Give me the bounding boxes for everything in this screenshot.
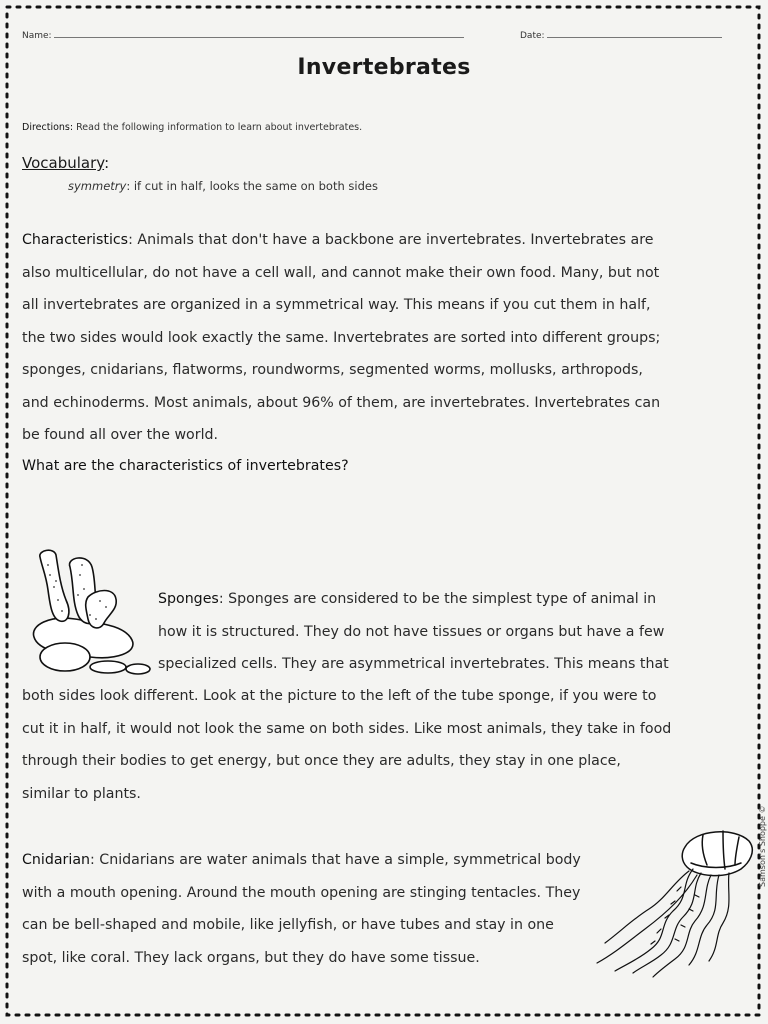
directions-text: Read the following information to learn about invertebrates. — [73, 122, 363, 133]
characteristics-line: also multicellular, do not have a cell wall, and cannot make their own food. Many, but not — [22, 264, 660, 281]
sponges-paragraph-wrapped — [158, 583, 738, 681]
vocabulary-heading — [22, 154, 109, 172]
sponges-label: Sponges — [158, 591, 219, 607]
vocabulary-definition-text: : if cut in half, looks the same on both sides — [126, 179, 378, 193]
sponges-paragraph — [22, 680, 742, 810]
sponges-line: cut it in half, it would not look the same on both sides. Like most animals, they take in food — [22, 720, 672, 737]
characteristics-line — [22, 224, 750, 257]
cnidarian-line: with a mouth opening. Around the mouth opening are stinging tentacles. They — [22, 884, 581, 901]
cnidarian-paragraph — [22, 844, 647, 974]
name-label: Name: — [22, 31, 52, 41]
cnidarian-text: : Cnidarians are water animals that have a simple, symmetrical body — [90, 852, 581, 868]
sponges-line: through their bodies to get energy, but once they are adults, they stay in one place, — [22, 753, 621, 769]
characteristics-line: be found all over the world. — [22, 427, 219, 443]
directions-label: Directions: — [22, 122, 74, 133]
page-title: Invertebrates — [297, 55, 471, 80]
date-field[interactable] — [520, 28, 722, 41]
name-field[interactable] — [22, 28, 464, 41]
directions — [22, 122, 362, 133]
sponges-text: : Sponges are considered to be the simplest type of animal in — [218, 591, 657, 607]
name-line — [54, 28, 464, 38]
cnidarian-label: Cnidarian — [22, 852, 91, 868]
jellyfish-icon — [585, 825, 755, 985]
sponges-line: both sides look different. Look at the picture to the left of the tube sponge, if you were to — [22, 688, 657, 704]
date-line — [547, 28, 722, 38]
characteristics-paragraph — [22, 224, 750, 452]
copyright-text: Samson's Shoppe © — [758, 805, 767, 887]
date-label: Date: — [520, 31, 545, 41]
cnidarian-line: can be bell-shaped and mobile, like jellyfish, or have tubes and stay in one — [22, 917, 554, 933]
characteristics-question: What are the characteristics of invertebrates? — [22, 458, 349, 474]
vocabulary-heading-text: Vocabulary — [22, 154, 105, 172]
characteristics-text: : Animals that don't have a backbone are invertebrates. Invertebrates are — [128, 232, 654, 248]
characteristics-line: sponges, cnidarians, flatworms, roundworms, segmented worms, mollusks, arthropods, — [22, 362, 643, 378]
characteristics-line: all invertebrates are organized in a symmetrical way. This means if you cut them in half, — [22, 297, 651, 313]
tube-sponge-icon — [20, 545, 155, 680]
sponges-line — [158, 583, 738, 616]
cnidarian-line: spot, like coral. They lack organs, but they do have some tissue. — [22, 949, 480, 966]
sponges-line: specialized cells. They are asymmetrical invertebrates. This means that — [158, 656, 669, 672]
characteristics-label: Characteristics — [22, 232, 129, 248]
answer-space[interactable] — [22, 488, 742, 538]
sponges-line: how it is structured. They do not have tissues or organs but have a few — [158, 623, 665, 640]
cnidarian-line — [22, 844, 647, 877]
vocabulary-definition — [68, 179, 378, 193]
vocabulary-colon: : — [104, 154, 110, 172]
characteristics-line: and echinoderms. Most animals, about 96% of them, are invertebrates. Invertebrates can — [22, 394, 661, 411]
vocabulary-term: symmetry — [68, 179, 127, 193]
characteristics-line: the two sides would look exactly the same. Invertebrates are sorted into different groups; — [22, 329, 661, 346]
sponges-line: similar to plants. — [22, 785, 141, 802]
